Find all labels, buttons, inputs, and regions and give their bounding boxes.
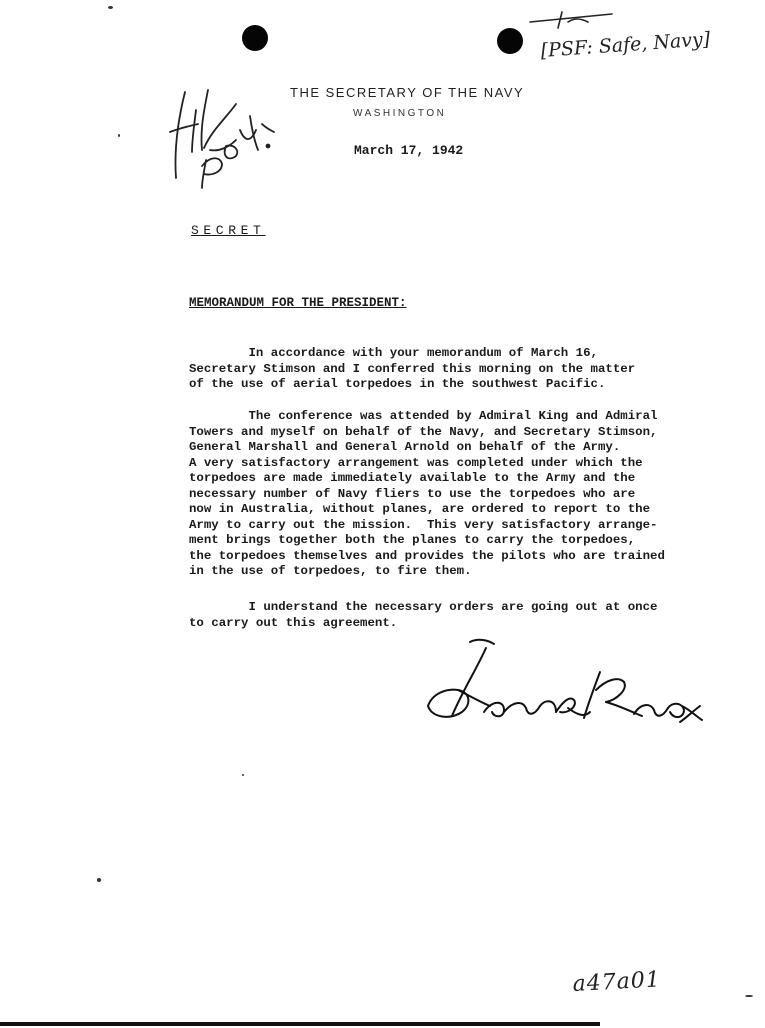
letterhead-title: THE SECRETARY OF THE NAVY	[290, 85, 525, 100]
scan-speck	[242, 774, 244, 776]
scan-bottom-border	[0, 1022, 600, 1026]
signature-frank-knox	[428, 640, 702, 722]
scan-speck	[97, 878, 101, 882]
body-paragraph-1: In accordance with your memorandum of March 16, Secretary Stimson and I conferred this morning on the matter of the use of aerial torpedoes in the southwest Pacific.	[189, 346, 636, 391]
scan-speck	[745, 995, 753, 997]
archive-number: a47a01	[572, 967, 662, 997]
scan-speck	[108, 6, 113, 9]
scan-speck	[118, 134, 120, 137]
body-paragraph-3: I understand the necessary orders are going out at once to carry out this agreement.	[189, 600, 658, 630]
body-paragraph-2: The conference was attended by Admiral King and Admiral Towers and myself on behalf of the Navy, and Secretary Stimson, General Marshall and General Arnold on behalf of the Army. A very satisfactory arrangement was completed under which the torpedoes are made immediately available to the Army and the necessary number of Navy fliers to use the torpedoes who are now in Australia, without planes, are ordered to report to the Army to carry out the mission. This very satisfactory arrange- ment brings together both the planes to carry the torpedoes, the torpedoes themselves and provides the pilots who are trained in the use of torpedoes, to fire them.	[189, 409, 665, 578]
classification-marking: SECRET	[191, 223, 266, 238]
psf-scribble	[530, 12, 612, 28]
memo-heading: MEMORANDUM FOR THE PRESIDENT:	[189, 296, 407, 310]
file-box-note	[170, 90, 274, 188]
psf-filing-note: [PSF: Safe, Navy]	[540, 28, 711, 62]
memo-date: March 17, 1942	[354, 143, 464, 158]
letterhead-city: WASHINGTON	[353, 108, 447, 119]
